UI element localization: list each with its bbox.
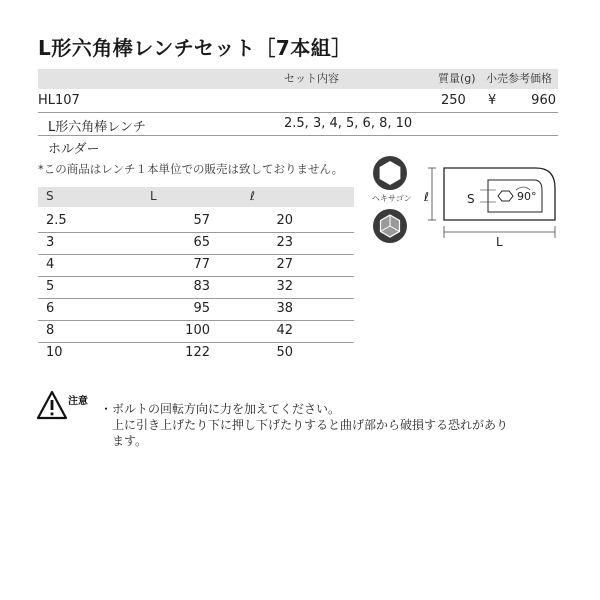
caution-label: 注意	[68, 396, 88, 407]
table-row	[38, 320, 354, 343]
size-ell: 20	[276, 213, 293, 228]
size-table-header-bar	[38, 187, 354, 207]
ell-dimension-label: ℓ	[424, 190, 429, 204]
size-s: 4	[46, 257, 55, 272]
caution-line: 上に引き上げたり下に押し下げたりすると曲げ部から破損する恐れがあり	[112, 418, 509, 432]
size-ell: 27	[276, 257, 293, 272]
table-row	[38, 210, 354, 233]
hex-label: ヘキサゴン	[372, 194, 412, 203]
hexagon-socket-icon	[372, 155, 408, 191]
caution-line: ます。	[112, 434, 148, 448]
size-header-l: L	[150, 189, 157, 203]
set-item-name: ホルダー	[48, 142, 100, 157]
caution-line: ・ボルトの回転方向に力を加えてください。	[100, 402, 341, 416]
sales-note: *この商品はレンチ１本単位での販売は致しておりません。	[38, 162, 344, 176]
size-l: 95	[193, 301, 210, 316]
size-l: 57	[193, 213, 210, 228]
size-ell: 23	[276, 235, 293, 250]
size-ell: 42	[276, 323, 293, 338]
caution-text	[100, 401, 520, 449]
table-row	[38, 276, 354, 299]
table-row	[38, 298, 354, 321]
size-s: 5	[46, 279, 55, 294]
length-dimension-label: L	[496, 235, 503, 249]
size-l: 122	[185, 345, 210, 360]
warning-icon	[36, 390, 68, 420]
product-price: 960	[531, 93, 556, 108]
table-row	[38, 232, 354, 255]
weight-header: 質量(g)	[438, 72, 476, 85]
size-l: 83	[193, 279, 210, 294]
size-l: 77	[193, 257, 210, 272]
size-ell: 50	[276, 345, 293, 360]
size-s: 3	[46, 235, 55, 250]
set-item-sizes: 2.5, 3, 4, 5, 6, 8, 10	[284, 116, 413, 131]
table-row	[38, 342, 354, 364]
contents-header: セット内容	[284, 72, 339, 85]
size-ell: 32	[276, 279, 293, 294]
product-code: HL107	[38, 93, 80, 108]
size-s: 8	[46, 323, 55, 338]
size-ell: 38	[276, 301, 293, 316]
size-s: 6	[46, 301, 55, 316]
angle-label: 90°	[517, 190, 537, 203]
set-item-name: L形六角棒レンチ	[48, 120, 146, 135]
size-s: 2.5	[46, 213, 67, 228]
hex-key-end-icon	[372, 208, 408, 244]
wrench-diagram	[418, 160, 568, 260]
currency-symbol: ¥	[488, 93, 497, 108]
size-l: 100	[185, 323, 210, 338]
size-header-ell: ℓ	[250, 189, 255, 203]
price-header: 小売参考価格	[486, 72, 552, 85]
divider	[38, 112, 558, 113]
table-row	[38, 254, 354, 277]
divider	[38, 135, 558, 136]
size-l: 65	[193, 235, 210, 250]
s-dimension-label: S	[467, 192, 475, 206]
product-weight: 250	[441, 93, 466, 108]
size-header-s: S	[46, 189, 54, 203]
size-s: 10	[46, 345, 63, 360]
page-title: L形六角棒レンチセット［7本組］	[38, 36, 352, 60]
